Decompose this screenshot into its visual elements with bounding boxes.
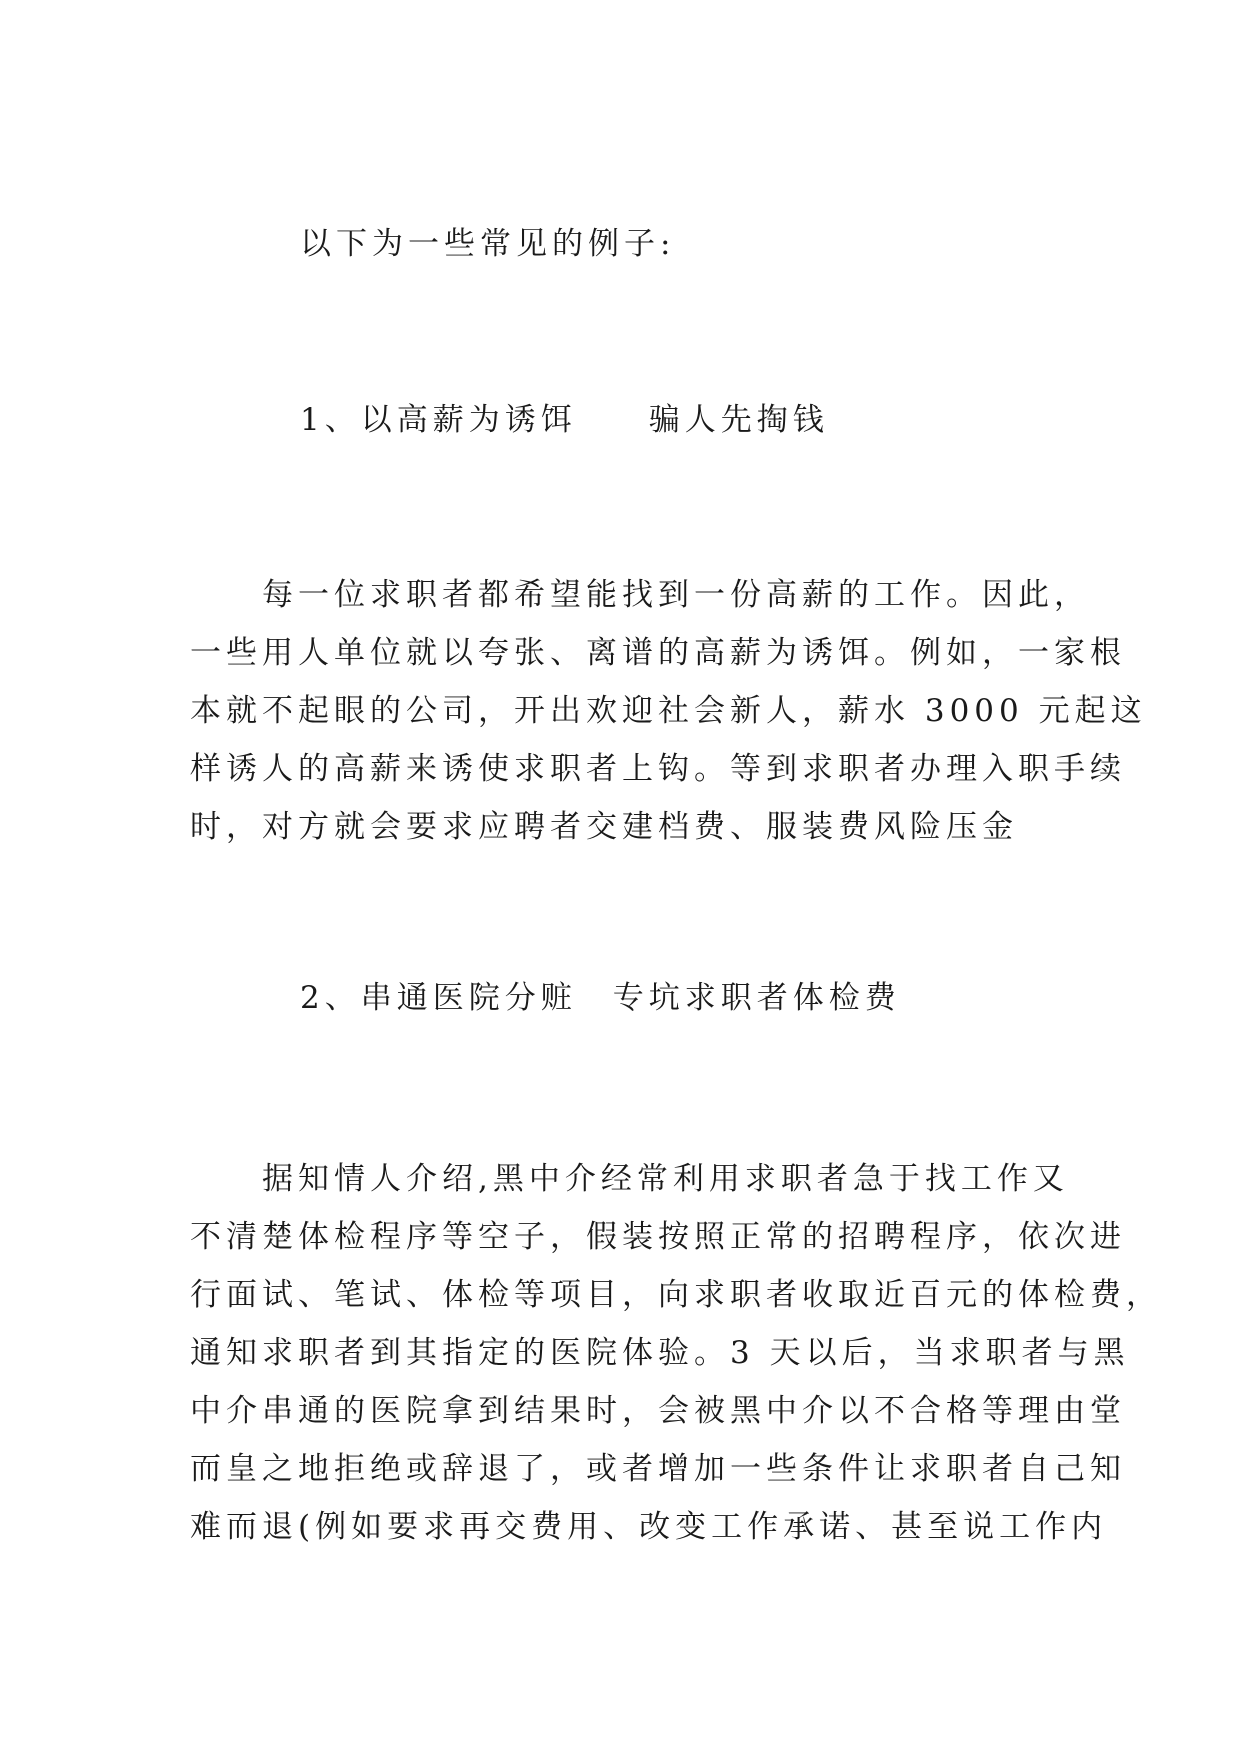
paragraph-line: 一些用人单位就以夸张、离谱的高薪为诱饵。例如，一家根	[190, 635, 1126, 671]
paragraph-line: 而皇之地拒绝或辞退了，或者增加一些条件让求职者自己知	[190, 1451, 1126, 1487]
paragraph-line: 不清楚体检程序等空子，假装按照正常的招聘程序，依次进	[190, 1219, 1126, 1255]
section-2-heading: 2、串通医院分赃 专坑求职者体检费	[300, 980, 901, 1016]
paragraph-line: 中介串通的医院拿到结果时，会被黑中介以不合格等理由堂	[190, 1393, 1126, 1429]
paragraph-line: 本就不起眼的公司，开出欢迎社会新人，薪水 3000 元起这	[190, 693, 1147, 729]
paragraph-line: 样诱人的高薪来诱使求职者上钩。等到求职者办理入职手续	[190, 751, 1126, 787]
paragraph-line: 据知情人介绍,黑中介经常利用求职者急于找工作又	[190, 1161, 1069, 1197]
section-2-paragraph	[190, 1150, 1162, 1556]
paragraph-line: 时，对方就会要求应聘者交建档费、服装费风险压金	[190, 809, 1018, 845]
section-1-heading: 1、以高薪为诱饵 骗人先掏钱	[300, 402, 829, 438]
section-1-paragraph	[190, 566, 1147, 856]
paragraph-line: 通知求职者到其指定的医院体验。3 天以后，当求职者与黑	[190, 1335, 1130, 1371]
paragraph-line: 行面试、笔试、体检等项目，向求职者收取近百元的体检费，	[190, 1277, 1162, 1313]
paragraph-line: 难而退(例如要求再交费用、改变工作承诺、甚至说工作内	[190, 1509, 1108, 1545]
intro-text: 以下为一些常见的例子:	[300, 226, 676, 262]
paragraph-line: 每一位求职者都希望能找到一份高薪的工作。因此，	[190, 577, 1090, 613]
